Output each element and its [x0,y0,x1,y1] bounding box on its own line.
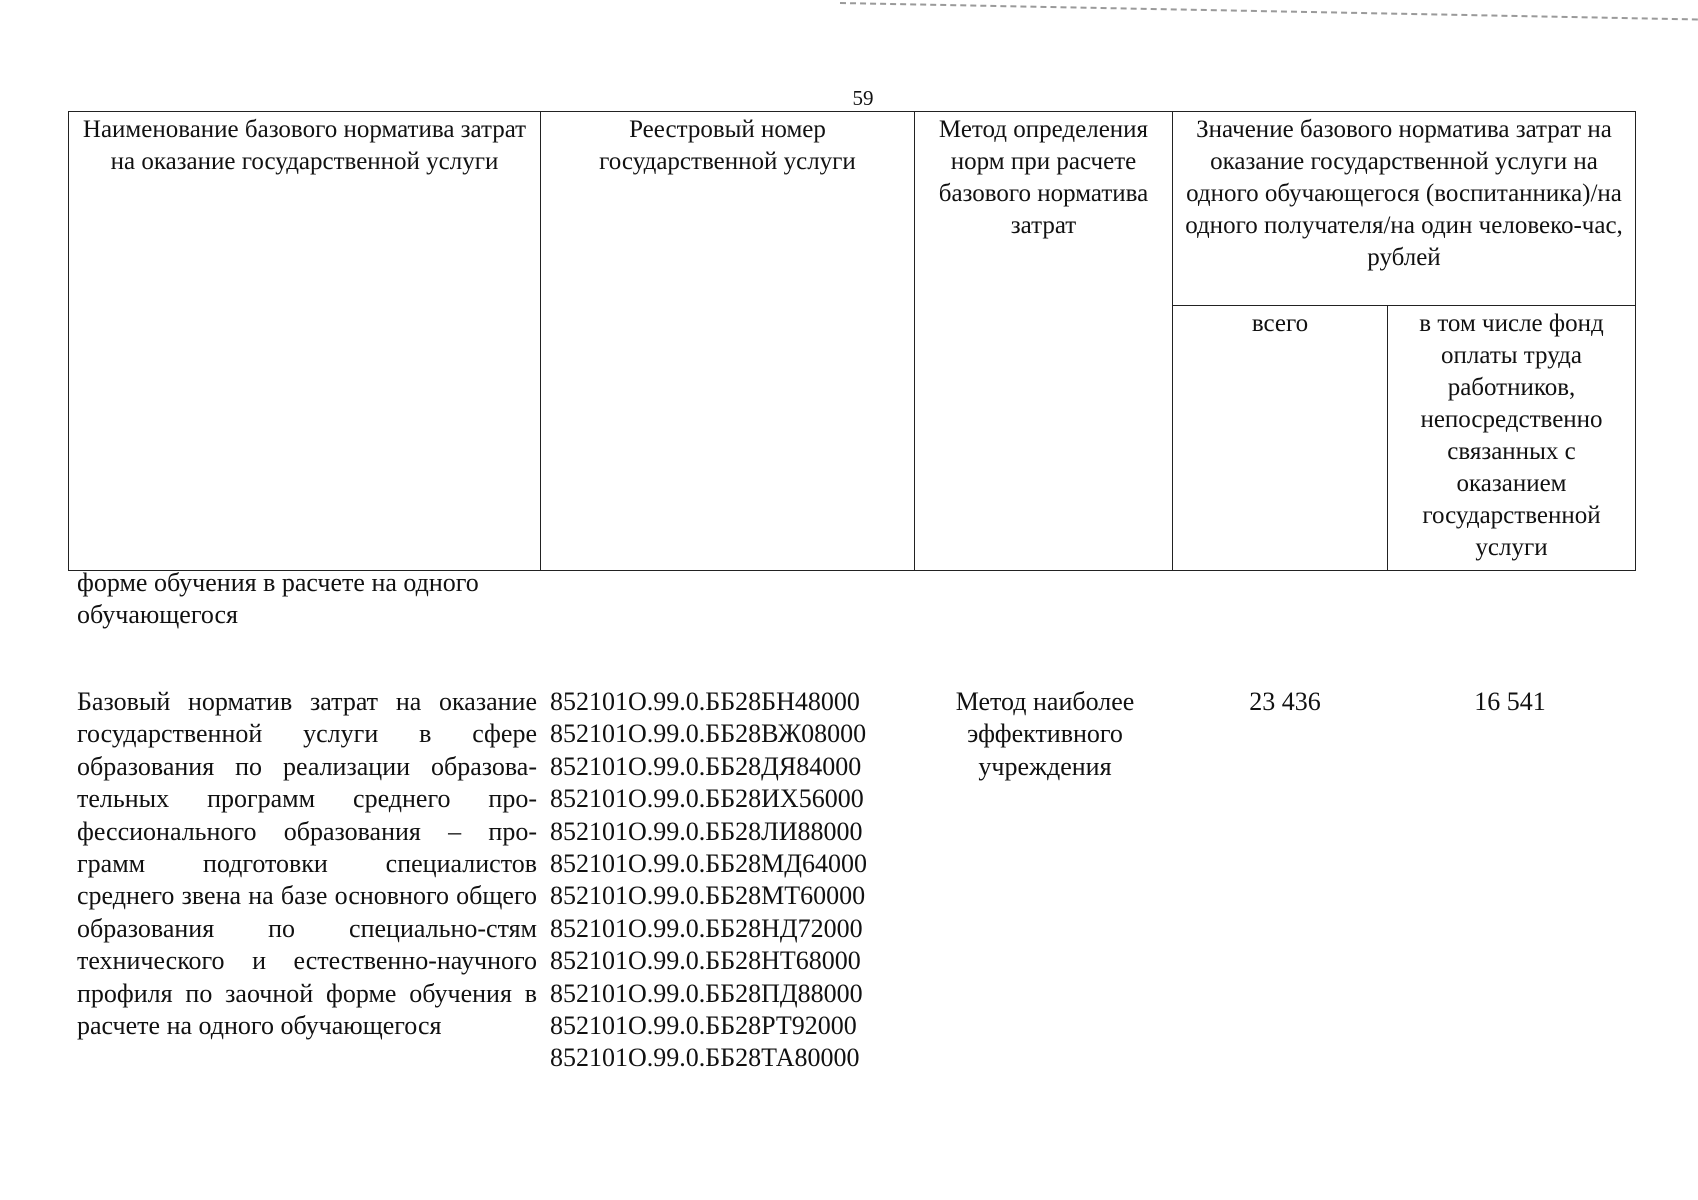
registry-numbers-list [550,686,910,1075]
registry-number: 852101О.99.0.ББ28МД64000 [550,849,867,879]
registry-number: 852101О.99.0.ББ28РТ92000 [550,1011,857,1041]
header-method: Метод определения норм при расчете базового норматива затрат [915,112,1173,571]
total-value: 23 436 [1249,687,1321,716]
method-value: Метод наиболее эффективного учреждения [955,687,1135,781]
continuation-text: форме обучения в расчете на одного обучающегося [77,568,479,629]
registry-number: 852101О.99.0.ББ28ТА80000 [550,1043,860,1073]
header-value: Значение базового норматива затрат на оказание государственной услуги на одного обучающегося (воспитанника)/на одного получателя/на один человеко-час, рублей [1173,112,1636,306]
labor-fund-value: 16 541 [1474,687,1546,716]
header-registry-number: Реестровый номер государственной услуги [541,112,915,571]
registry-number: 852101О.99.0.ББ28ПД88000 [550,978,863,1008]
header-total: всего [1173,306,1388,571]
scan-dashed-line [840,2,1698,20]
header-name: Наименование базового норматива затрат на оказание государственной услуги [69,112,541,571]
registry-number: 852101О.99.0.ББ28ВЖ08000 [550,719,867,749]
header-table [68,111,1636,571]
registry-number: 852101О.99.0.ББ28ДЯ84000 [550,751,862,781]
norm-name: Базовый норматив затрат на оказание государственной услуги в сфере образования по реализации образова-тельных программ среднего про-фессионального образования – про-грамм подготовки специалистов среднего звена на базе основного общего образования по специально-стям технического и естественно-научного профиля по заочной форме обучения в расчете на одного обучающегося [77,687,537,1041]
header-labor-fund: в том числе фонд оплаты труда работников, непосредственно связанных с оказанием государственной услуги [1388,306,1636,571]
registry-number: 852101О.99.0.ББ28МТ60000 [550,881,866,911]
page-number: 59 [852,86,874,110]
registry-number: 852101О.99.0.ББ28БН48000 [550,687,860,716]
registry-number: 852101О.99.0.ББ28ЛИ88000 [550,816,863,846]
registry-number: 852101О.99.0.ББ28НТ68000 [550,946,861,976]
registry-number: 852101О.99.0.ББ28ИХ56000 [550,784,864,814]
registry-number: 852101О.99.0.ББ28НД72000 [550,913,863,943]
